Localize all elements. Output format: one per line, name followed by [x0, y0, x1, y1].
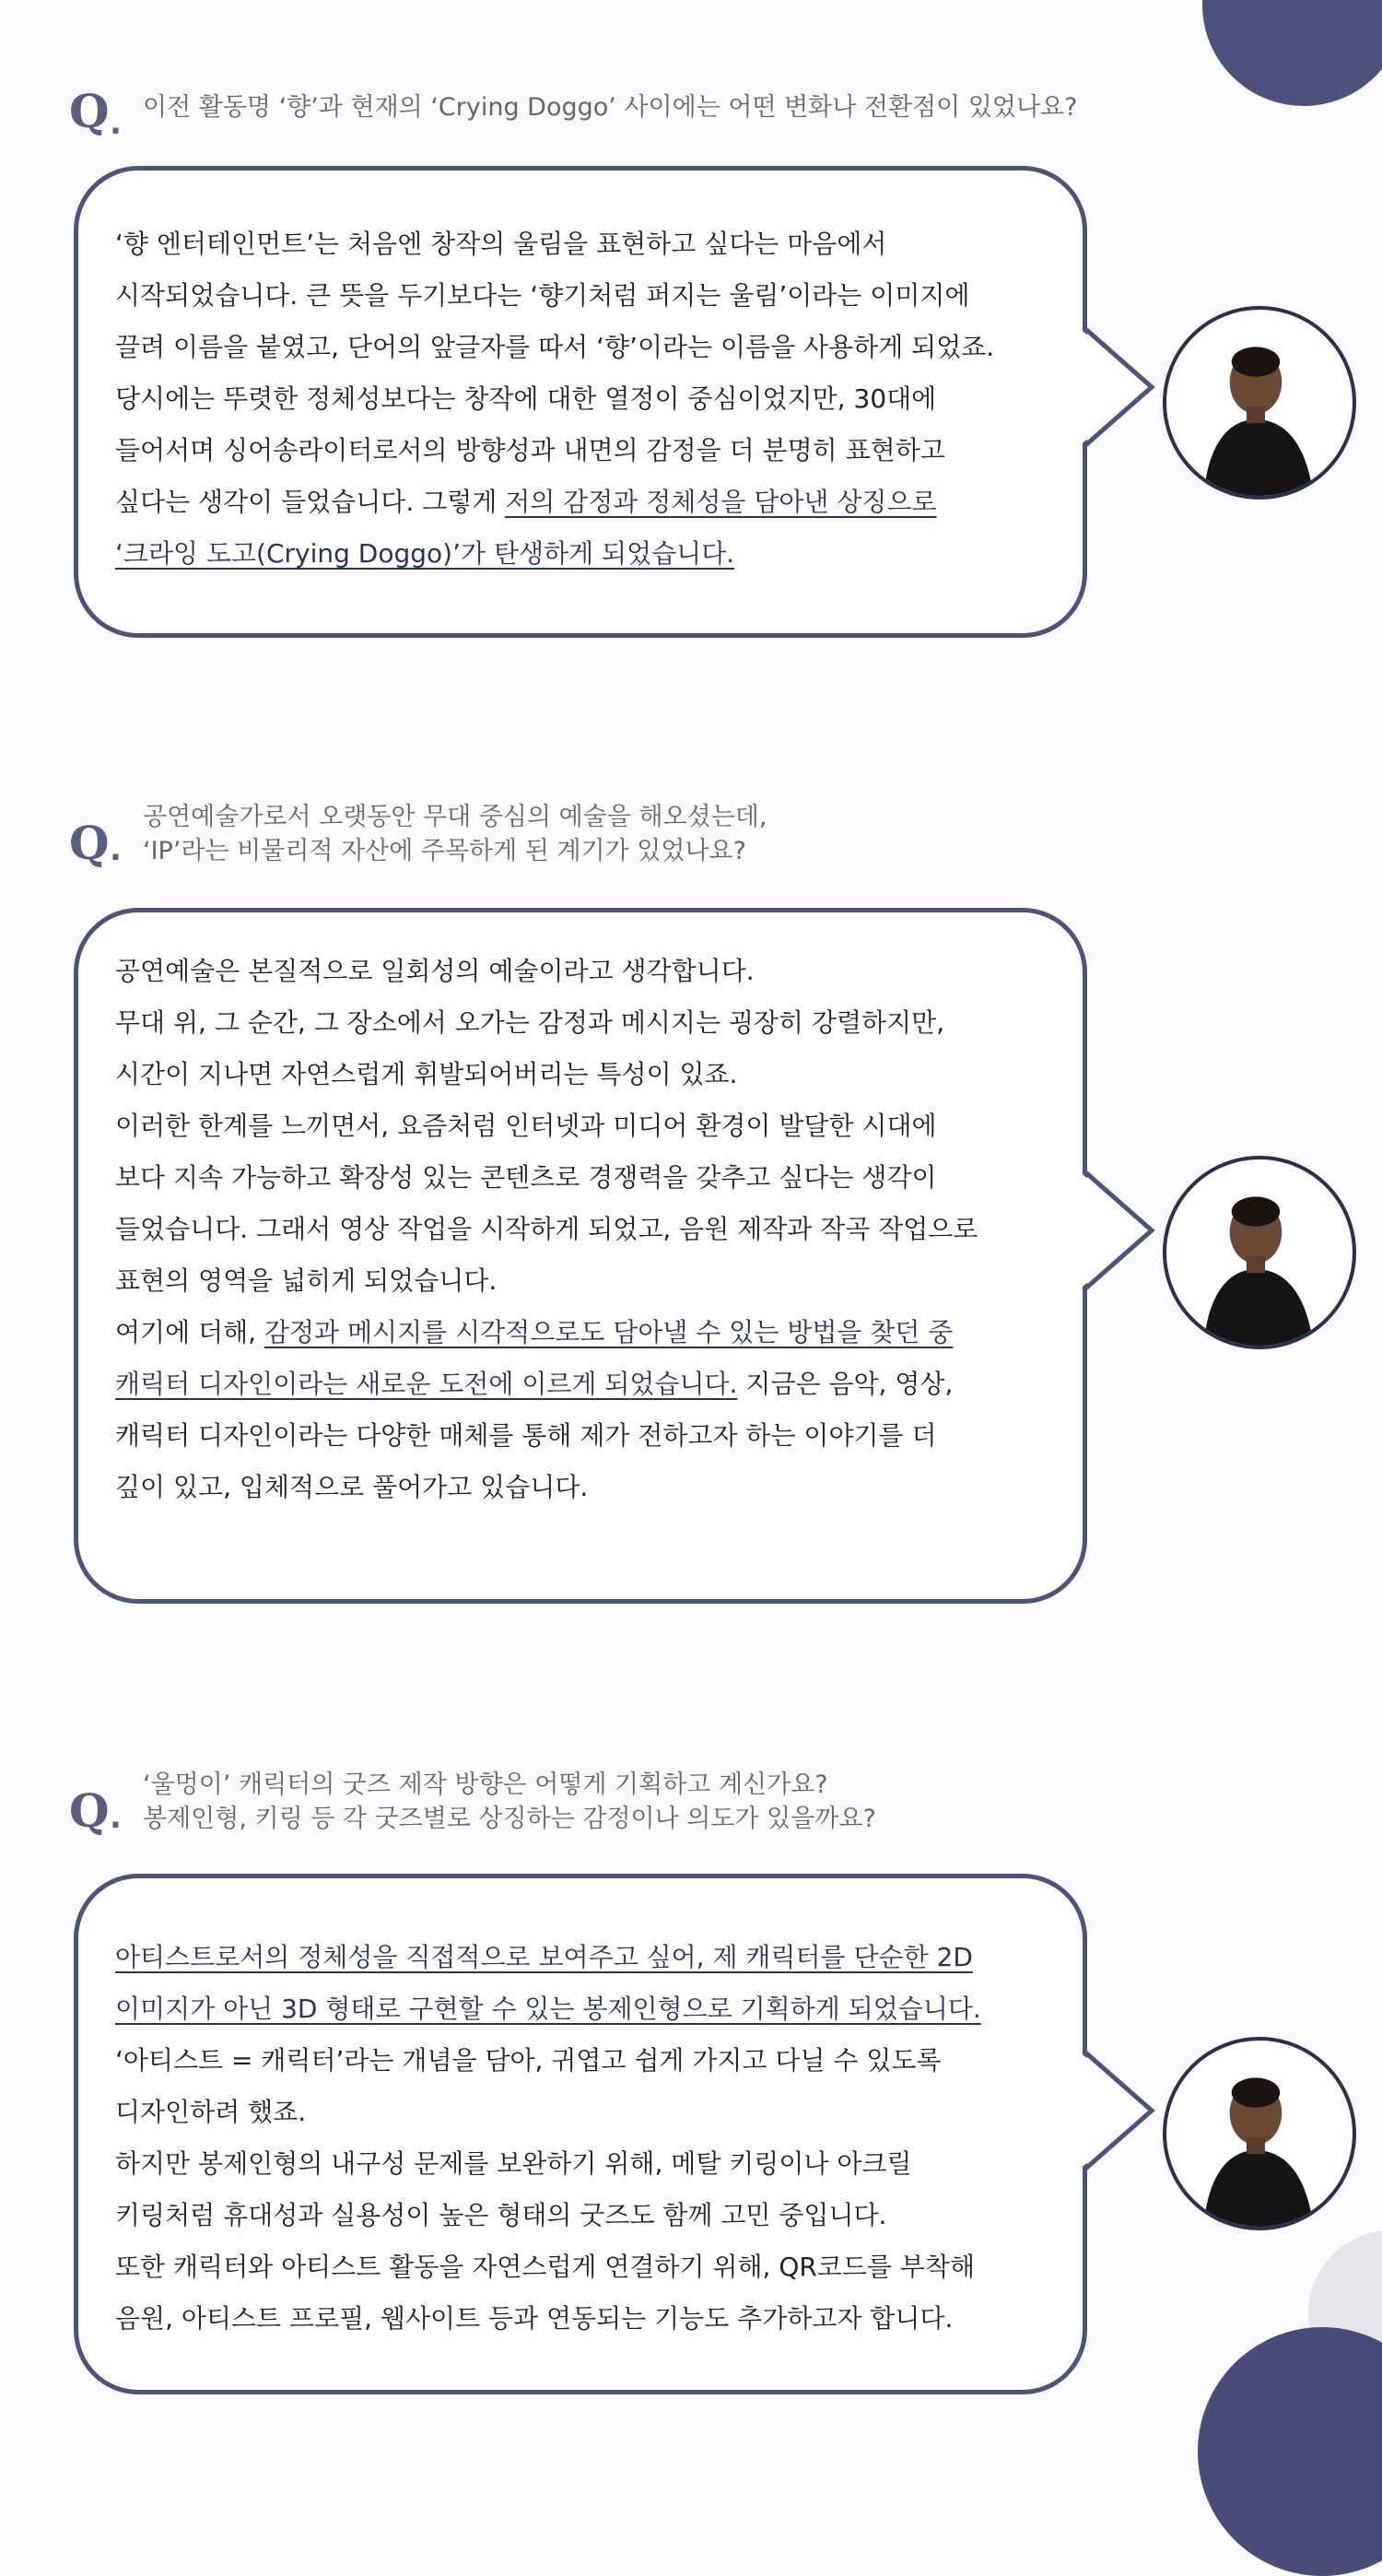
answer-text: 당시에는 뚜렷한 정체성보다는 창작에 대한 열정이 중심이었지만, 30대에 [115, 383, 937, 414]
answer-text: 음원, 아티스트 프로필, 웹사이트 등과 연동되는 기능도 추가하고자 합니다. [115, 2303, 954, 2334]
answer-text: 들어서며 싱어송라이터로서의 방향성과 내면의 감정을 더 분명히 표현하고 [115, 435, 945, 465]
answer-line [115, 2293, 1083, 2345]
answer-text: 표현의 영역을 넓히게 되었습니다. [115, 1265, 498, 1296]
answer-line [115, 2138, 1083, 2190]
answer-text: 캐릭터 디자인이라는 다양한 매체를 통해 제가 전하고자 하는 이야기를 더 [115, 1420, 937, 1451]
question-line: ‘울멍이’ 캐릭터의 굿즈 제작 방향은 어떻게 기획하고 계신가요? [143, 1770, 828, 1799]
answer-text: 싶다는 생각이 들었습니다. 그렇게 [115, 487, 506, 517]
answer-bubble-1 [74, 166, 1087, 638]
answer-text: 여기에 더해, [115, 1317, 264, 1347]
highlighted-text: ‘크라잉 도고(Crying Doggo)’가 탄생하게 되었습니다. [115, 538, 735, 569]
answer-line [115, 997, 1083, 1049]
answer-text: 보다 지속 가능하고 확장성 있는 콘텐츠로 경쟁력을 갖추고 싶다는 생각이 [115, 1162, 937, 1193]
highlighted-text: 아티스트로서의 정체성을 직접적으로 보여주고 싶어, 제 캐릭터를 단순한 2D [115, 1942, 973, 1972]
answer-line [115, 1049, 1083, 1100]
interviewee-portrait-icon [1163, 306, 1356, 500]
decorative-circle-bottom [1198, 2327, 1382, 2576]
answer-line [115, 946, 1083, 997]
answer-line [115, 2035, 1083, 2087]
answer-line [115, 1152, 1083, 1204]
bubble-tail [1078, 2051, 1161, 2170]
question-text [143, 90, 1078, 124]
answer-line [115, 322, 1083, 373]
answer-text: 시작되었습니다. 큰 뜻을 두기보다는 ‘향기처럼 퍼지는 울림’이라는 이미지에 [115, 280, 970, 311]
answer-line [115, 1410, 1083, 1462]
answer-line [115, 218, 1083, 270]
question-text [143, 1768, 876, 1836]
q-mark: Q [69, 84, 110, 138]
answer-text: 시간이 지나면 자연스럽게 휘발되어버리는 특성이 있죠. [115, 1059, 738, 1089]
answer-text: 깊이 있고, 입체적으로 풀어가고 있습니다. [115, 1472, 589, 1502]
highlighted-text: 저의 감정과 정체성을 담아낸 상징으로 [505, 487, 937, 517]
highlighted-text: 감정과 메시지를 시각적으로도 담아낼 수 있는 방법을 찾던 중 [264, 1317, 954, 1347]
question-line: 공연예술가로서 오랫동안 무대 중심의 예술을 해오셨는데, [143, 803, 767, 831]
answer-bubble-3 [74, 1874, 1087, 2394]
bubble-tail [1078, 327, 1161, 447]
answer-text: 키링처럼 휴대성과 실용성이 높은 형태의 굿즈도 함께 고민 중입니다. [115, 2200, 887, 2230]
question-line: ‘IP’라는 비물리적 자산에 주목하게 된 계기가 있었나요? [143, 837, 746, 865]
answer-line [115, 373, 1083, 425]
question-line: 이전 활동명 ‘향’과 현재의 ‘Crying Doggo’ 사이에는 어떤 변화나 전환점이 있었나요? [143, 93, 1078, 122]
answer-line [115, 2241, 1083, 2293]
answer-bubble-2 [74, 908, 1087, 1604]
answer-text: 공연예술은 본질적으로 일회성의 예술이라고 생각합니다. [115, 956, 755, 986]
answer-line [115, 1983, 1083, 2035]
answer-text: 지금은 음악, 영상, [737, 1369, 954, 1399]
question-text [143, 800, 767, 868]
q-dot: . [110, 105, 122, 142]
q-mark: Q [69, 816, 110, 870]
answer-line [115, 1932, 1083, 1983]
answer-text: 또한 캐릭터와 아티스트 활동을 자연스럽게 연결하기 위해, QR코드를 부착해 [115, 2252, 976, 2282]
answer-line [115, 1359, 1083, 1410]
question-line: 봉제인형, 키링 등 각 굿즈별로 상징하는 감정이나 의도가 있을까요? [143, 1805, 876, 1833]
interviewee-portrait-icon [1163, 2037, 1356, 2230]
answer-line [115, 425, 1083, 476]
answer-line [115, 1204, 1083, 1255]
answer-text: 디자인하려 했죠. [115, 2097, 307, 2127]
answer-text: 끌려 이름을 붙였고, 단어의 앞글자를 따서 ‘향’이라는 이름을 사용하게 되었죠. [115, 332, 995, 362]
answer-line [115, 1462, 1083, 1513]
answer-line [115, 2190, 1083, 2241]
highlighted-text: 캐릭터 디자인이라는 새로운 도전에 이르게 되었습니다. [115, 1369, 738, 1399]
answer-text: ‘아티스트 = 캐릭터’라는 개념을 담아, 귀엽고 쉽게 가지고 다닐 수 있도록 [115, 2045, 942, 2076]
answer-text: 들었습니다. 그래서 영상 작업을 시작하게 되었고, 음원 제작과 작곡 작업으로 [115, 1214, 978, 1244]
highlighted-text: 이미지가 아닌 3D 형태로 구현할 수 있는 봉제인형으로 기획하게 되었습니다. [115, 1994, 981, 2024]
q-mark: Q [69, 1783, 110, 1838]
answer-line [115, 270, 1083, 322]
q-dot: . [110, 831, 122, 868]
answer-line [115, 2087, 1083, 2138]
answer-text: 이러한 한계를 느끼면서, 요즘처럼 인터넷과 미디어 환경이 발달한 시대에 [115, 1111, 937, 1141]
answer-text: 무대 위, 그 순간, 그 장소에서 오가는 감정과 메시지는 굉장히 강렬하지만, [115, 1007, 945, 1038]
answer-line [115, 1255, 1083, 1307]
decorative-circle-top [1202, 0, 1382, 106]
answer-text: ‘향 엔터테인먼트’는 처음엔 창작의 울림을 표현하고 싶다는 마음에서 [115, 229, 887, 259]
q-dot: . [110, 1799, 122, 1836]
answer-line [115, 1100, 1083, 1152]
bubble-tail [1078, 1170, 1161, 1290]
answer-line [115, 476, 1083, 528]
answer-line [115, 1307, 1083, 1359]
interviewee-portrait-icon [1163, 1156, 1356, 1349]
answer-line [115, 528, 1083, 580]
answer-text: 하지만 봉제인형의 내구성 문제를 보완하기 위해, 메탈 키링이나 아크릴 [115, 2148, 912, 2179]
